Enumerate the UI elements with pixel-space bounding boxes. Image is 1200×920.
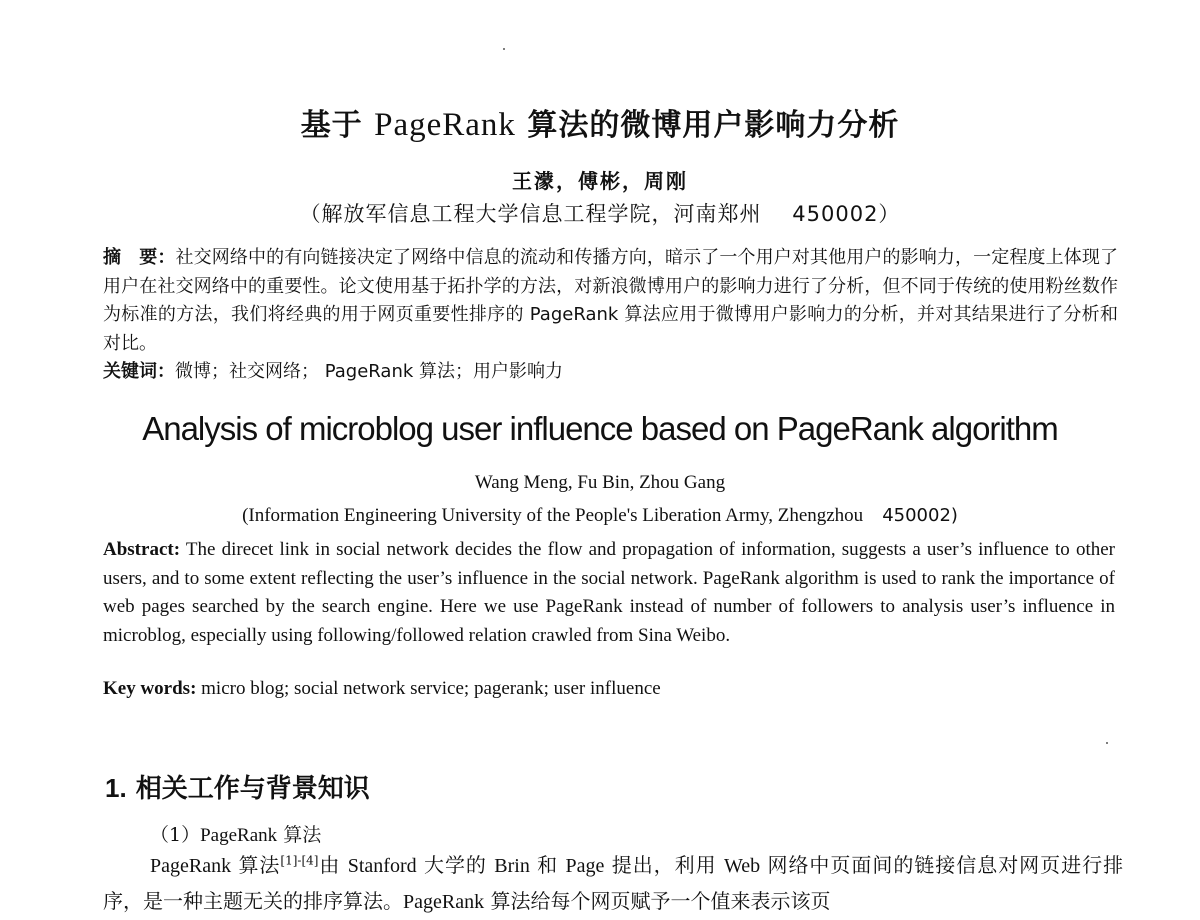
chinese-keywords-latin: PageRank xyxy=(324,361,414,382)
chinese-abstract-text-2: 算法应用于微博用户影响力的分析，并对其结果进行了分析和对比。 xyxy=(103,304,1118,354)
chinese-keywords-text-2: 算法；用户影响力 xyxy=(419,361,564,382)
body-term: Stanford xyxy=(347,855,417,877)
english-keywords xyxy=(103,678,1115,700)
english-abstract-text: The direcet link in social network decides the flow and propagation of information, suggests a user’s influence to other users, and to some extent reflecting the user’s influence in the social network. PageRank algorithm is used to rank the importance of web pages searched by the search engine. Here we use PageRank instead of number of followers to analysis user’s influence in microblog, especially using following/followed relation crawled from Sina Weibo. xyxy=(103,539,1115,646)
subsection-heading xyxy=(150,820,321,847)
body-text: 网络中页面间的链接信息对网页进行排序，是一种主题无关的排序算法。 xyxy=(103,853,1124,913)
english-affiliation-text: (Information Engineering University of the People's Liberation Army, Zhengzhou xyxy=(242,505,864,526)
body-text: 算法给每个网页赋予一个值来表示该页 xyxy=(490,889,831,913)
english-affiliation xyxy=(0,505,1200,527)
citation-ref: [1]-[4] xyxy=(280,853,319,868)
body-text: 算法 xyxy=(238,853,281,877)
english-abstract xyxy=(103,536,1115,650)
chinese-keywords-text-1: 微博；社交网络； xyxy=(175,361,319,382)
chinese-affiliation xyxy=(0,198,1200,228)
body-term: Brin xyxy=(494,855,530,877)
chinese-title-suffix: 算法的微博用户影响力分析 xyxy=(527,108,900,143)
english-authors: Wang Meng, Fu Bin, Zhou Gang xyxy=(474,472,726,493)
body-term: Web xyxy=(723,855,761,877)
subsection-title: 算法 xyxy=(283,824,322,846)
section-title: 相关工作与背景知识 xyxy=(135,774,370,804)
body-text: 和 xyxy=(537,853,559,877)
chinese-abstract-latin: PageRank xyxy=(529,304,619,325)
body-text: 由 xyxy=(318,853,341,877)
scan-speck xyxy=(1106,742,1108,744)
body-term: PageRank xyxy=(403,891,485,913)
chinese-keywords-label: 关键词： xyxy=(103,361,175,382)
subsection-number: （1） xyxy=(150,824,201,846)
section-number: 1. xyxy=(105,773,127,803)
chinese-authors: 王濛，傅彬，周刚 xyxy=(512,169,688,193)
english-affiliation-zip: 450002) xyxy=(882,505,958,526)
chinese-abstract-label: 摘 要： xyxy=(103,247,176,268)
chinese-abstract-text-1: 社交网络中的有向链接决定了网络中信息的流动和传播方向，暗示了一个用户对其他用户的影响力，一定程度上体现了用户在社交网络中的重要性。论文使用基于拓扑学的方法，对新浪微博用户的影响力进行了分析，但不同于传统的使用粉丝数作为标准的方法，我们将经典的用于网页重要性排序的 xyxy=(103,247,1119,325)
body-paragraph xyxy=(103,848,1123,920)
body-term: PageRank xyxy=(150,855,232,877)
english-abstract-label: Abstract: xyxy=(103,539,181,560)
body-text: 提出，利用 xyxy=(611,853,717,877)
section-heading xyxy=(105,768,370,805)
english-keywords-label: Key words: xyxy=(103,678,197,699)
chinese-affiliation-text: （解放军信息工程大学信息工程学院，河南郑州 xyxy=(299,202,762,226)
chinese-affiliation-zip: 450002） xyxy=(792,202,901,226)
chinese-keywords xyxy=(103,358,1118,387)
english-title: Analysis of microblog user influence based on PageRank algorithm xyxy=(142,410,1058,447)
english-keywords-text: micro blog; social network service; pagerank; user influence xyxy=(201,678,661,699)
chinese-title-prefix: 基于 xyxy=(300,108,363,143)
scan-speck xyxy=(503,48,505,50)
chinese-title-latin: PageRank xyxy=(374,107,516,143)
chinese-title xyxy=(0,100,1200,144)
subsection-latin: PageRank xyxy=(200,825,278,846)
body-text: 大学的 xyxy=(423,853,487,877)
body-term: Page xyxy=(565,855,605,877)
chinese-abstract xyxy=(103,244,1118,387)
